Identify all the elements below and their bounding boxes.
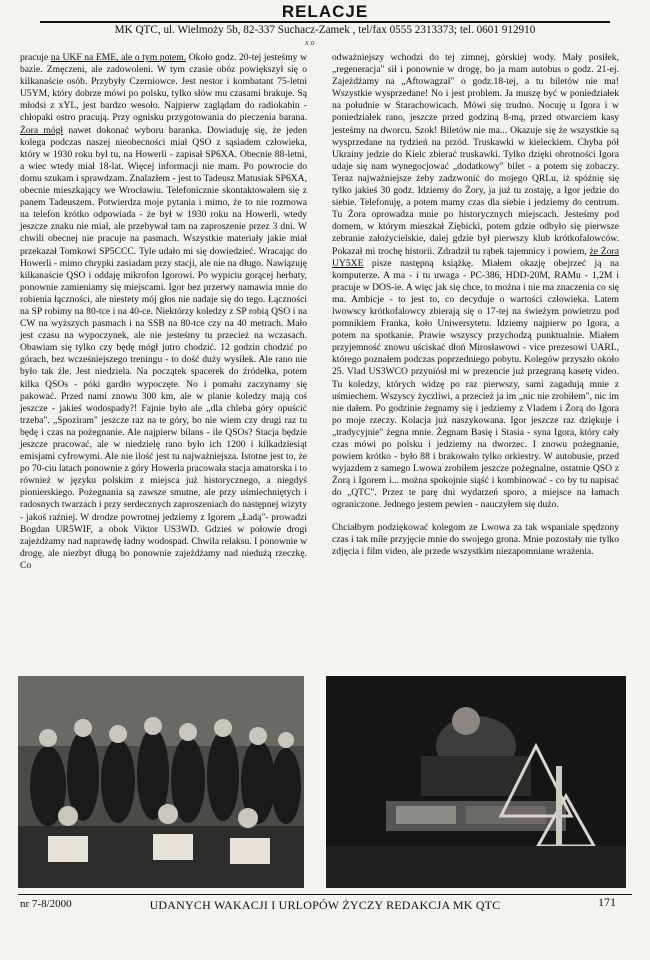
paragraph <box>332 522 619 558</box>
section-title: RELACJE <box>281 2 369 21</box>
handwritten-mark: x o <box>305 38 315 47</box>
text-run: Około godz. 20-tej jesteśmy w bazie. Zmęczeni, ale zadowoleni. W tym czasie obóz powiększył się o kilkanaście osób. Przybyły Czerniowce. Jest nestor i kombatant 75-letni U5YM, który dobrze mówi po polsku, tylko słów mu czasami brakuje. Są młodsi z xYL, jest bardzo wesoło. Najpierw zaglądam do radiokabin - chłopaki ostro pracują. Przy ognisku przygotowania do pieczenia barana. <box>20 52 307 124</box>
underlined-text: Żora mógł <box>20 124 64 136</box>
article-column-right <box>332 52 619 558</box>
paragraph <box>332 52 619 512</box>
editorial-address: MK QTC, ul. Wielmoży 5b, 82-337 Suchacz-Zamek , tel/fax 0555 2313373; tel. 0601 912910 <box>114 24 536 36</box>
issue-number: nr 7-8/2000 <box>20 898 72 910</box>
underlined-text: że Żora UY5XE <box>332 245 619 269</box>
text-run: Chciałbym podziękować kolegom ze Lwowa za tak wspaniale spędzony czas i tak miłe przyjęcie mnie do swojego grona. Mnie pozostały nie tylko zdjęcia i film video, ale przede wszystkim niezapomniane wrażenia. <box>332 521 619 557</box>
group-photo <box>18 676 304 888</box>
text-run: pracuje <box>20 52 51 63</box>
group-photo-graphic <box>18 676 304 888</box>
text-run: odważniejszy wchodzi do tej zimnej, górskiej wody. Mały posiłek, „regeneracja" sił i ponownie w drogę, bo ja mam autobus o godz. 21-ej. Zajeżdżamy na „Aftowagzał" o godz.18-tej, a tu biletów nie ma! Wszystkie wysprzedane! No i jest problem. Ja muszę być w poniedziałek na południe w Starachowicach. Mówi się trudno. Nocuję u Igora i w poniedziałek rano, jeszcze przed godziną 8-mą, przed otwarciem kasy jesteśmy na dworcu. Szok! Biletów nie ma... Okazuje się że wszystkie są wysprzedane na tydzień na przód. Truskawki w kieleckiem. Chyba pół Ukrainy jedzie do Kielc zbierać truskawki. Tylko dzięki obrotności Igora udaje się nam wynegocjować „dodatkowy" bilet - a potem się zobaczy. Teraz najważniejsze żeby zadzwonić do mojego QRLu, iż spóźnię się tylko jakieś 30 godz. Idziemy do Żory, ja już tu zostaję, a Igor jedzie do siebie. Telefonuję, a potem mamy czas dla siebie i jedziemy do centrum. Tu Żora oprowadza mnie po historycznych miejscach. Jesteśmy pod domem, w którym mieszkał Ziębicki, potem gdzie odbyło się pierwsze zebranie założycielskie, dalej gdzie był pierwszy klub krótkofalowców. Pokazał mi trochę historii. Zdradził tu rąbek tajemnicy i powiem, <box>332 52 619 257</box>
header-rule <box>40 21 610 23</box>
underlined-text: na UKF na EME, ale o tym potem. <box>50 52 187 63</box>
page-number: 171 <box>598 895 616 909</box>
text-run: nawet dokonać wyboru baranka. Dowiaduję się, że jeden kolega podczas naszej nieobecności miał QSO z sąsiadem człowieka, który w 1930 roku był tu, na Howerli - zapisał SP6XA. Obecnie 88-letni, a wiec wtedy miał 18-lat. Więcej informacji nie mam. Po powrocie do domu szukam i sprawdzam. Znalazłem - jest to Tadeusz Matusiak SP6XA, obecnie mieszkający we Wrocławiu. Telefonicznie skontaktowałem się z panem Tadeuszem. Potwierdza moje pytania i mimo, że to nie rozmowa na telefon krótko odpowiada - że był w 1930 roku na Howerli, wtedy jeszcze znaku nie miał, ale przebywał tam na zaproszenie przez 3 dni. W chwili obecnej nie pracuje na pasmach. Wszystkie materiały jakie miał przekazał Tomkowi SP5CCC. Tyle udało mi się dowiedzieć. Wracając do Howerli - mimo chrypki zasiadam przy stacji, ale nie na długo. Nawiązuję kilkanaście QSO i oddaję mikrofon Igorowi. Po wypiciu gorącej herbaty, ponownie zamieniamy się miejscami. Igor bez przerwy namawia mnie do robienia łączności, ale niestety mój głos nie nadaje się do tego. Łączności na SP robimy na 80-tce i na 40-ce. Niektórzy koledzy z SP robią QSO i na CW na wyższych pasmach i na SSB na 80-tce czy na 40 metrach. Mało jest czasu na wypoczynek, ale nie jesteśmy tu przecież na wczasach. Obawiam się tylko czy będę mógł jutro chodzić. 12 godzin chodzić po górach, bez wcześniejszego treningu - to dość duży wysiłek. Ale rano nie było tak źle. Jest niedziela. Na początek spacerek do źródełka, potem kilka QSOs - póki gardło wypoczęte. No i pomału zaczynamy się pakować. Przed nami znowu 300 km, ale w planie koledzy mają coś jeszcze - jakieś wodospady?! Fajnie było ale „dla chleba góry opuścić trzeba". „Spoziram" jeszcze raz na te góry, bo nie wiem czy drugi raz tu będę i czas na pożegnanie. Ale najpierw bilans - ile QSOs? Stacja będzie jeszcze pracować, ale w niedzielę rano było ich 1200 i kilkadziesiąt emisjami cyfrowymi. Ale nie ilość jest tu najważniejsza. Istotne jest to, że po 70-ciu latach ponownie z góry Howerla pracowała stacja amatorska i to również w języku polskim z miejsca już historycznego, a niegdyś pionierskiego. Pożegnania są zawsze smutne, ale przy uśmiechniętych i radosnych twarzach i przy serdecznych zaproszeniach do następnej wizyty - jakoś raźniej. W drodze powrotnej jedziemy z Igorem „Ładą"- prowadzi Bogdan UR5WIF, a obok Viktor US3WD. Gdzieś w połowie drogi zajeżdżamy nad naprawdę ładny wodospad. Chwila relaksu. I ponownie w drogę, ale niezbyt długą bo ponownie zajeżdżamy nad niedużą rzeczkę. Co <box>20 124 308 571</box>
footer-slogan: UDANYCH WAKACJI I URLOPÓW ŻYCZY REDAKCJA MK QTC <box>149 898 501 912</box>
radio-station-photo <box>326 676 626 888</box>
text-run: pisze następną książkę. Miałem okazję obejrzeć ją na komputerze. A ma - i tu uwaga - PC-386, HDD-20M, RAMu - 1,2M i pracuje w DOS-ie. A więc jak się chce, to można i nie ma znaczenia co się ma. Ambicje - to jest to, co decyduje o wartości człowieka. Latem lwowscy krótkofalowcy zbierają się o 17-tej na świeżym powietrzu pod pomnikiem Franka, koło Uniwersytetu. Idziemy najpierw po Igora, a potem na spotkanie. Prawie wszyscy przychodzą punktualnie. Miałem przyjemność znowu uściskać dłoń Mirosławowi - vice prezesowi UARL, którego poznałem podczas poprzedniego pobytu. Kolegów przyszło około 25. Vlad US3WCO przyniósł mi w prezencie już przegraną kasetę video. Tu koledzy, których widzę po raz pierwszy, sami zagadują mnie z uśmiechem. Wszyscy życzliwi, a przecież ja im „nic nie zrobiłem", nic im nie dałem. Po godzinie żegnamy się i jedziemy z Vladem i Żorą do Igora po moje rzeczy. Kolacja już naszykowana. Igor jeszcze raz dziękuje i „tradycyjnie" żegna mnie. Żegnam Basię i Stasia - syna Igora, który cały czas mówi po polsku i jedziemy na dworzec. I znowu pożegnanie, powiem krótko - było 88 i brakowało tylko orkiestry. W autobusie, przed wyjazdem z samego Lwowa zrobiłem jeszcze pożegnalne, ostatnie QSO z Żorą i Igorem i... można spokojnie siąść i kombinować - co by tu napisać do „QTC". Przez te parę dni wydarzeń sporo, a miejsce na łamach ograniczone. Jednego jestem pewien - nauczyłem się dużo. <box>332 257 619 511</box>
radio-station-photo-graphic <box>326 676 626 888</box>
footer-rule <box>18 894 632 895</box>
paragraph <box>20 52 307 572</box>
article-column-left <box>20 52 307 572</box>
